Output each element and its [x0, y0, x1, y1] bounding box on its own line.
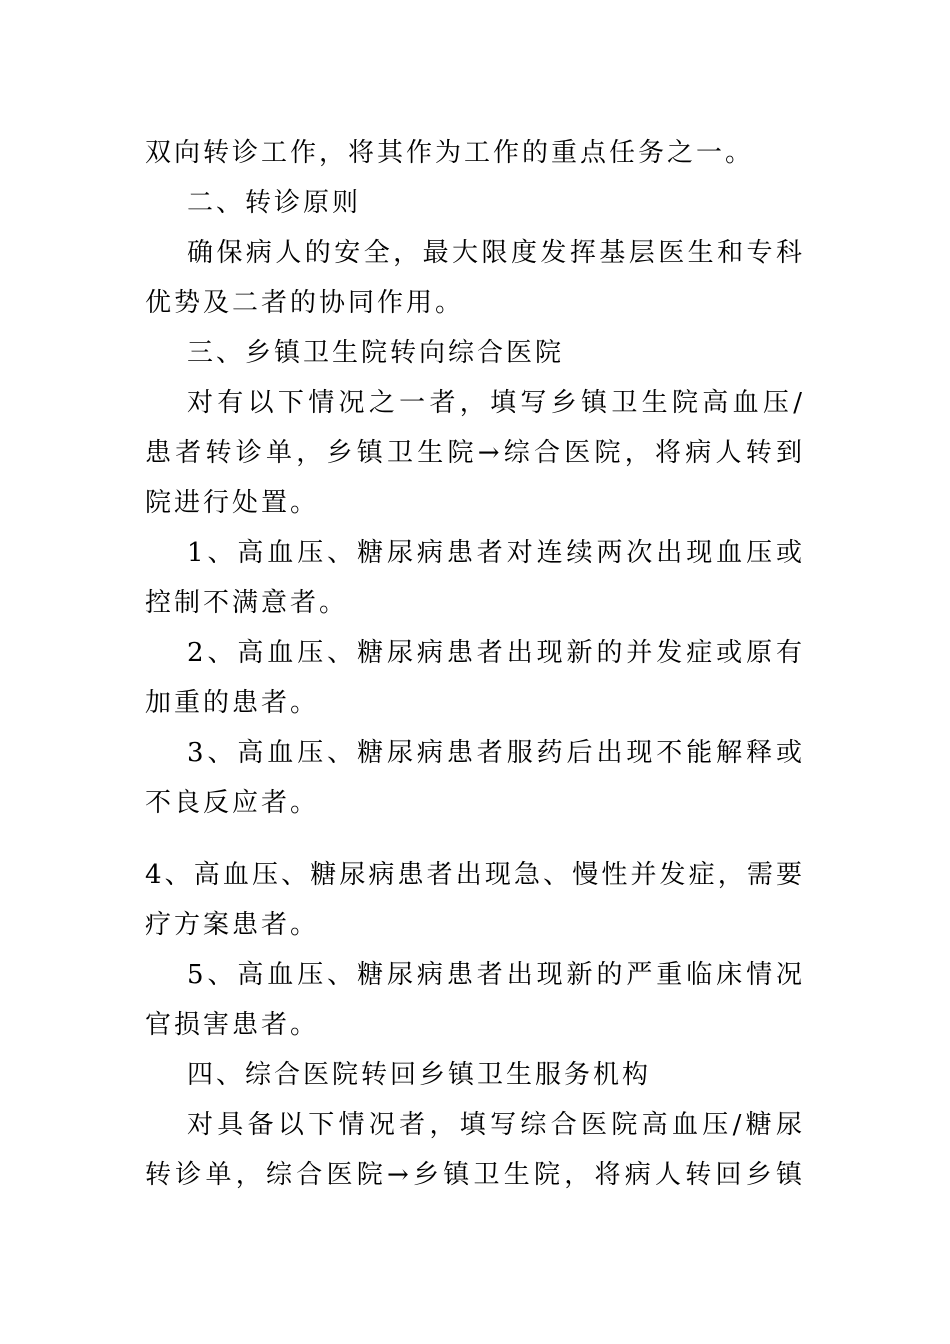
paragraph-line: 对有以下情况之一者，填写乡镇卫生院高血压/ — [187, 388, 805, 418]
list-item-line: 控制不满意者。 — [145, 588, 349, 618]
section-heading: 二、转诊原则 — [187, 188, 362, 218]
list-item-line: 5、高血压、糖尿病患者出现新的严重临床情况 — [187, 960, 805, 990]
list-item-line: 疗方案患者。 — [145, 910, 320, 940]
paragraph-line: 确保病人的安全，最大限度发挥基层医生和专科 — [187, 238, 805, 268]
paragraph-line: 双向转诊工作，将其作为工作的重点任务之一。 — [145, 138, 755, 168]
list-item-line: 4、高血压、糖尿病患者出现急、慢性并发症，需要 — [145, 860, 805, 890]
paragraph-line: 患者转诊单，乡镇卫生院→综合医院，将病人转到 — [145, 438, 805, 468]
list-item-line: 1、高血压、糖尿病患者对连续两次出现血压或 — [187, 538, 805, 568]
list-item-line: 3、高血压、糖尿病患者服药后出现不能解释或 — [187, 738, 805, 768]
list-item-line: 不良反应者。 — [145, 788, 320, 818]
list-item-line: 2、高血压、糖尿病患者出现新的并发症或原有 — [187, 638, 805, 668]
section-heading: 四、综合医院转回乡镇卫生服务机构 — [187, 1060, 652, 1090]
paragraph-line: 院进行处置。 — [145, 488, 320, 518]
paragraph-line: 优势及二者的协同作用。 — [145, 288, 465, 318]
paragraph-line: 转诊单，综合医院→乡镇卫生院，将病人转回乡镇 — [145, 1160, 805, 1190]
paragraph-line: 对具备以下情况者，填写综合医院高血压/糖尿 — [187, 1110, 805, 1140]
list-item-line: 官损害患者。 — [145, 1010, 320, 1040]
section-heading: 三、乡镇卫生院转向综合医院 — [187, 338, 565, 368]
list-item-line: 加重的患者。 — [145, 688, 320, 718]
